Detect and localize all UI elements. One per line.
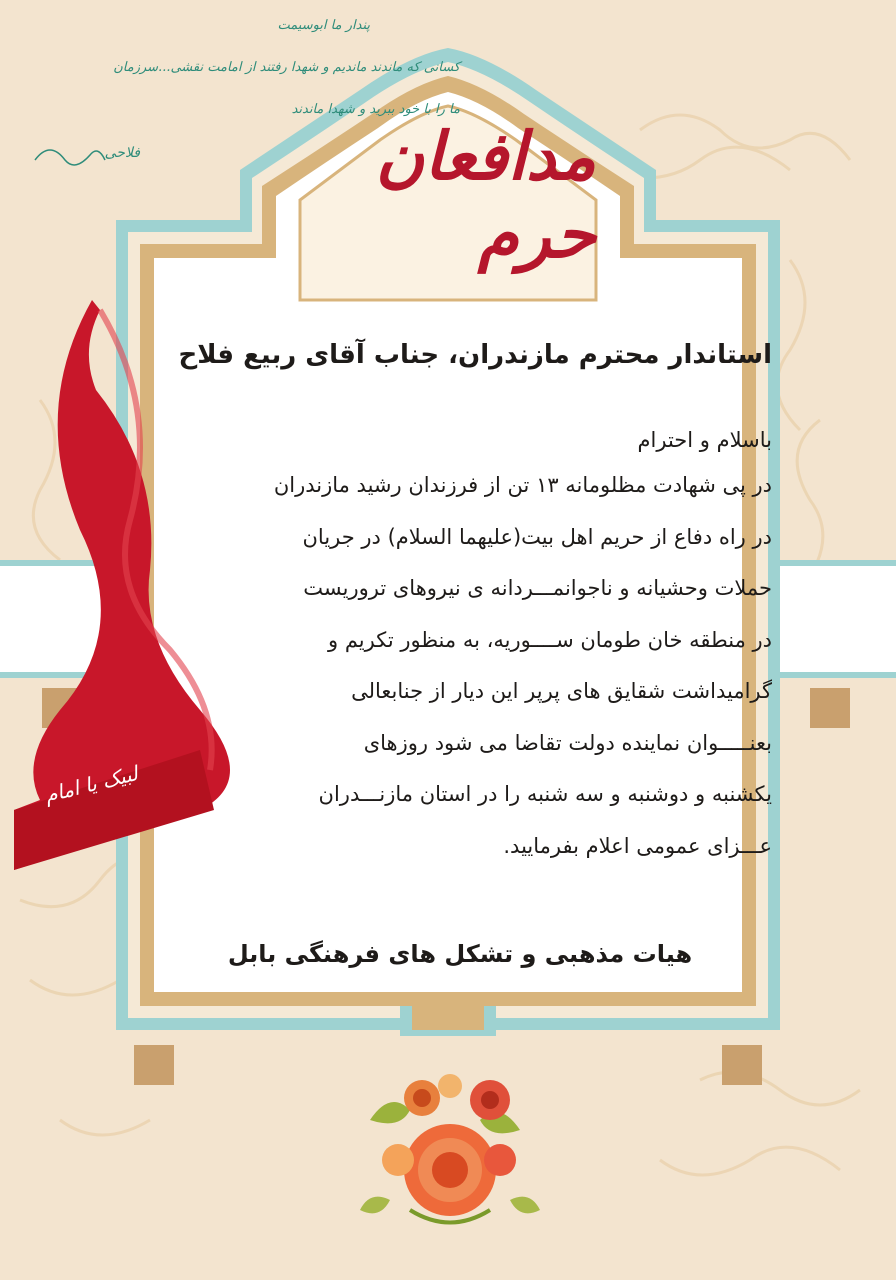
letter-title: استاندار محترم مازندران، جناب آقای ربیع فلاح [178, 340, 772, 370]
letter-line: در منطقه خان طومان ســــوریه، به منظور تکریم و [328, 627, 772, 652]
letter-line: در راه دفاع از حریم اهل بیت(علیهما السلام) در جریان [302, 524, 772, 549]
letter-body [140, 340, 780, 872]
letter-line: یکشنبه و دوشنبه و سه شنبه را در استان مازنـــدران [318, 782, 772, 806]
letter-line: گرامیداشت شقایق های پرپر این دیار از جنابعالی [351, 679, 772, 703]
logo-calligraphy: مدافعان حرم [375, 117, 596, 273]
letter-greeting: باسلام و احترام [637, 428, 772, 452]
letter-signature: هیات مذهبی و تشکل های فرهنگی بابل [227, 940, 693, 968]
letter-line: حملات وحشیانه و ناجوانمـــردانه ی نیروهای تروریست [303, 576, 772, 600]
ribbon-text: لبیک یا امام [41, 761, 141, 808]
letter-line: بعنـــــوان نماینده دولت تقاضا می شود روزهای [363, 730, 772, 755]
handwritten-line-3: ما را با خود ببرید و شهدا ماندند [291, 102, 460, 117]
letter-line: در پی شهادت مظلومانه ۱۳ تن از فرزندان رشید مازندران [273, 473, 772, 497]
flower-bouquet-icon [350, 1060, 550, 1240]
handwritten-signature: فلاحی [104, 145, 140, 161]
handwritten-line-1: پندار ما ابوسیمت [277, 18, 370, 33]
letter-line: عـــزای عمومی اعلام بفرمایید. [503, 833, 772, 858]
handwritten-line-2: کسانی که ماندند ماندیم و شهدا رفتند از امامت نقشی...سرزمان [113, 60, 460, 75]
signature-scribble [30, 135, 110, 175]
